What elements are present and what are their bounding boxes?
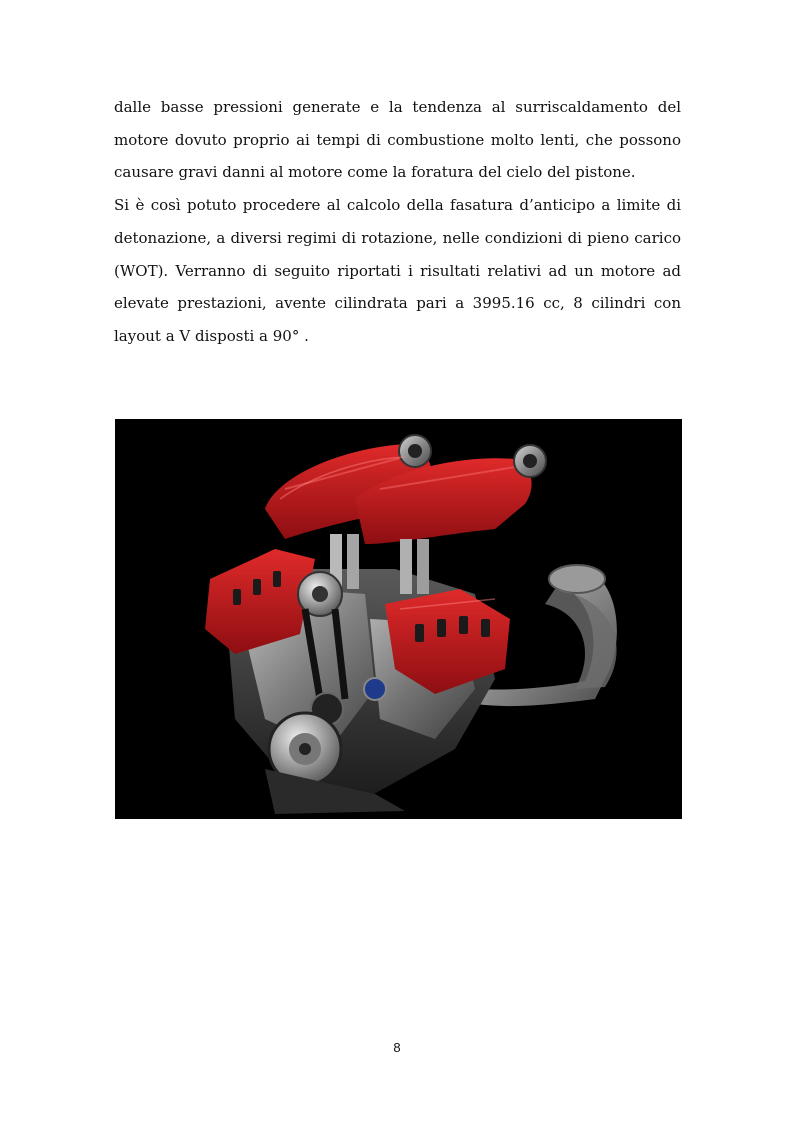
paragraph-2: Si è così potuto procedere al calcolo della fasatura d’anticipo a limite di detonazione, a diversi regimi di rotazione, nelle condizioni di pieno carico (WOT). Verranno di seguito riportati i risultati relativi ad un motore ad elevate prestazioni, avente cilindrata pari a 3995.16 cc, 8 cilindri con layout a V disposti a 90° . <box>114 196 681 345</box>
page-number: 8 <box>393 1040 401 1055</box>
engine-illustration <box>115 419 682 819</box>
engine-photo <box>115 419 682 819</box>
paragraph-1: dalle basse pressioni generate e la tendenza al surriscaldamento del motore dovuto proprio ai tempi di combustione molto lenti, che possono causare gravi danni al motore come la foratura del cielo del pistone. <box>114 98 681 182</box>
body-text <box>114 91 681 353</box>
